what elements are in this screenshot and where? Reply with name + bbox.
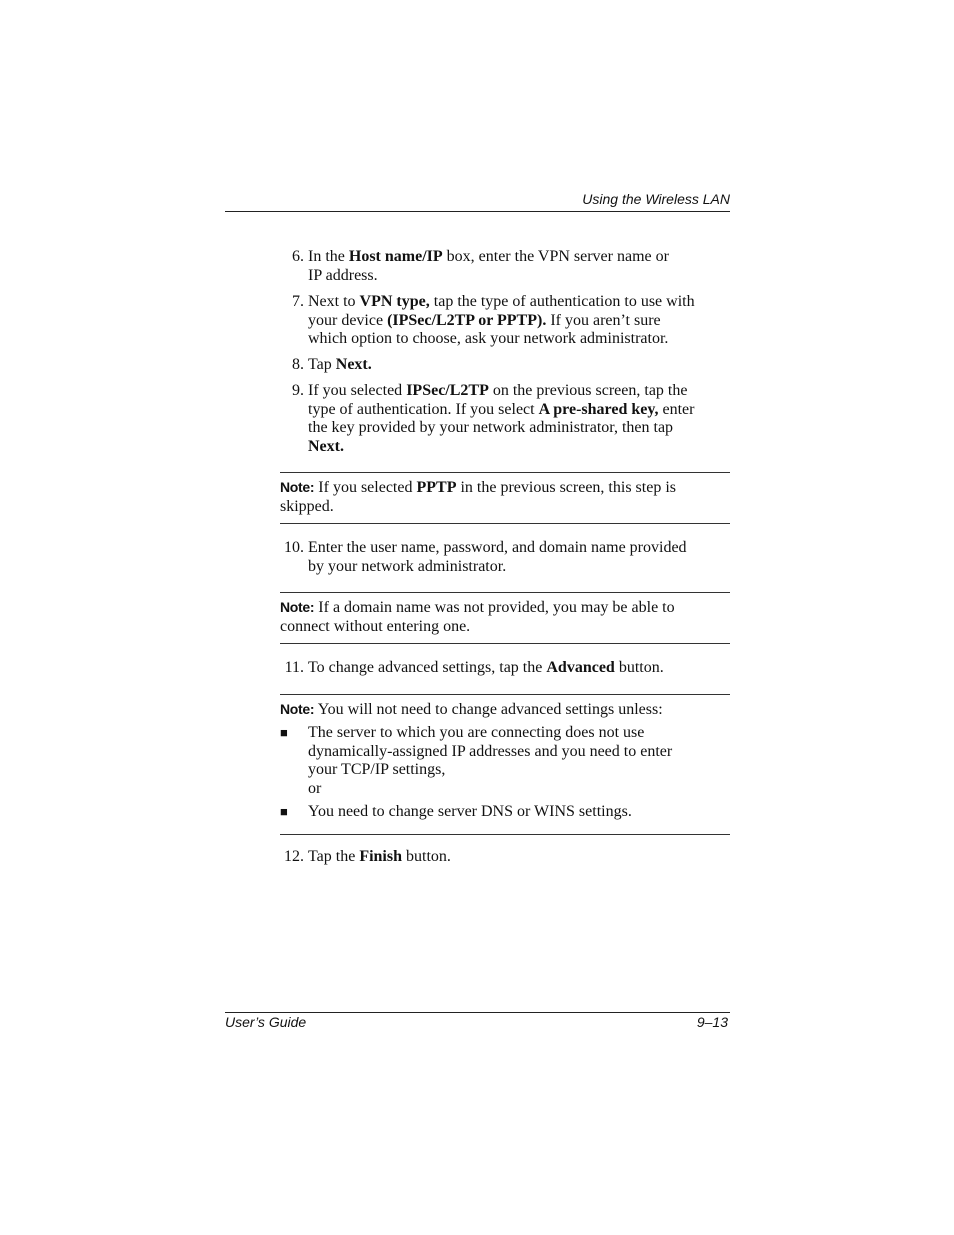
- ui-term: Next.: [335, 356, 372, 373]
- step-text: If you selected IPSec/L2TP on the previous screen, tap the type of authentication. If you select A pre-shared key, enter the key provided by your network administrator, then tap Next.: [308, 382, 695, 455]
- note-advanced: Note: You will not need to change advanced settings unless:: [280, 701, 663, 718]
- ui-term: VPN type,: [359, 293, 430, 310]
- step-number: 8.: [292, 356, 304, 373]
- step-text: Tap the Finish button.: [308, 848, 451, 865]
- ui-term: Host name/IP: [348, 248, 443, 265]
- square-bullet-icon: ■: [280, 804, 288, 819]
- note-top-rule: [280, 592, 730, 593]
- step-number: 11.: [284, 659, 304, 676]
- page-number: 9–13: [696, 1014, 728, 1030]
- ui-term: A pre-shared key,: [538, 400, 659, 418]
- running-header: Using the Wireless LAN: [582, 191, 730, 207]
- note-domain: Note: If a domain name was not provided, you may be able to connect without entering one.: [280, 599, 675, 635]
- footer-divider: [225, 1012, 730, 1013]
- note-bottom-rule: [280, 834, 730, 835]
- ui-term: Next.: [308, 437, 344, 455]
- note-top-rule: [280, 694, 730, 695]
- ui-term: PPTP: [416, 479, 457, 496]
- step-text: Tap Next.: [308, 356, 372, 373]
- bullet-text: The server to which you are connecting does not use dynamically-assigned IP addresses and you need to enter your TCP/IP settings, or: [308, 724, 673, 797]
- step-number: 7.: [292, 293, 304, 310]
- note-pptp: Note: If you selected PPTP in the previous screen, this step is skipped.: [280, 479, 676, 515]
- step-number: 9.: [292, 382, 304, 399]
- note-label: Note:: [280, 701, 315, 717]
- step-text: To change advanced settings, tap the Advanced button.: [308, 659, 664, 676]
- step-number: 10.: [284, 539, 304, 556]
- ui-term: Advanced: [546, 659, 615, 676]
- step-number: 12.: [284, 848, 304, 865]
- step-text: In the Host name/IP box, enter the VPN server name or IP address.: [308, 248, 669, 284]
- note-top-rule: [280, 472, 730, 473]
- step-text: Enter the user name, password, and domain name provided by your network administrator.: [308, 539, 687, 575]
- footer-guide-title: User’s Guide: [225, 1014, 307, 1030]
- bullet-text: You need to change server DNS or WINS settings.: [308, 803, 632, 820]
- square-bullet-icon: ■: [280, 725, 288, 740]
- note-label: Note:: [280, 479, 315, 495]
- step-text: Next to VPN type, tap the type of authentication to use with your device (IPSec/L2TP or PPTP). If you aren’t sure which option to choose, ask your network administrator.: [308, 293, 695, 347]
- header-divider: [225, 211, 730, 212]
- ui-term: Finish: [359, 848, 402, 865]
- step-number: 6.: [292, 248, 304, 265]
- note-label: Note:: [280, 599, 315, 615]
- note-bottom-rule: [280, 523, 730, 524]
- ui-term: IPSec/L2TP: [406, 382, 489, 399]
- ui-term: (IPSec/L2TP or PPTP).: [387, 311, 547, 329]
- note-bottom-rule: [280, 643, 730, 644]
